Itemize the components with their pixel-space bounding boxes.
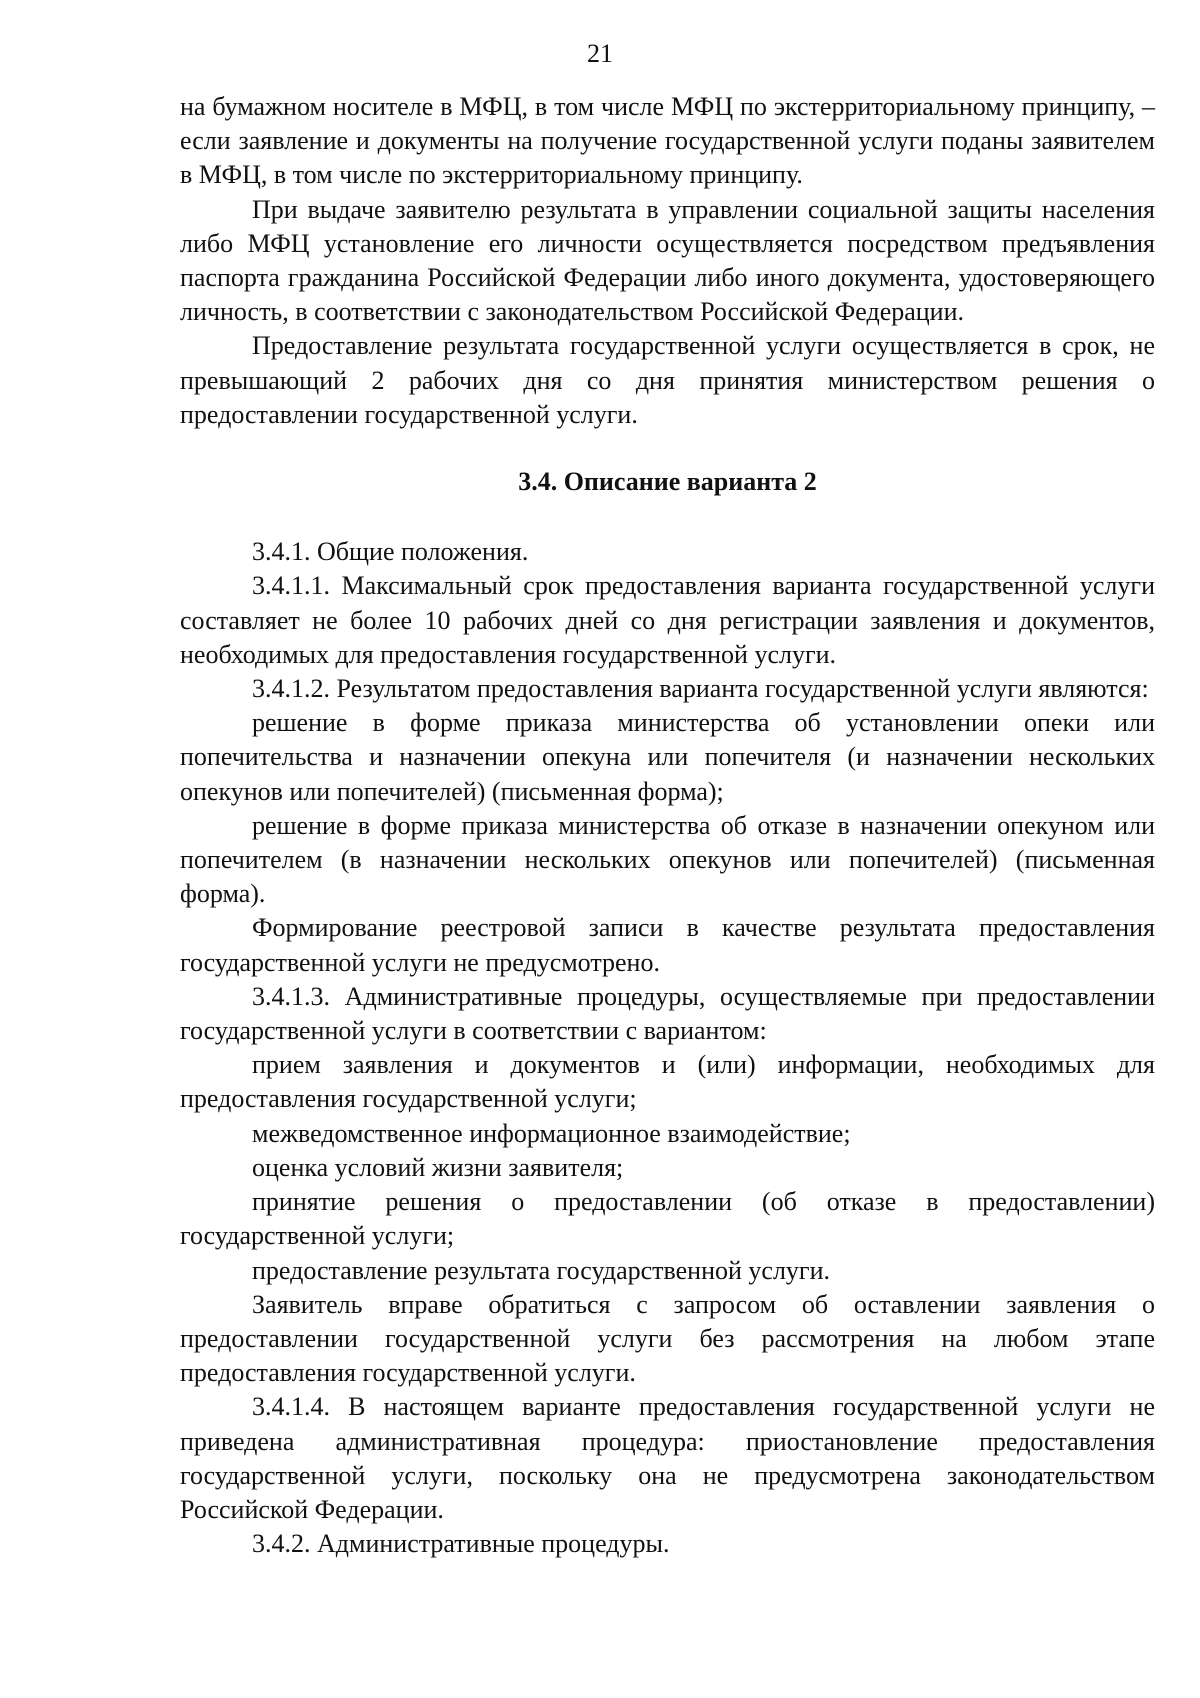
paragraph: на бумажном носителе в МФЦ, в том числе МФЦ по экстерриториальному принципу, – если заявление и документы на получение государственной услуги поданы заявителем в МФЦ, в том числе по экстерриториальному принципу. [180,92,1155,190]
paragraph: Предоставление результата государственной услуги осуществляется в срок, не превышающий 2 рабочих дня со дня принятия министерством решения о предоставлении государственной услуги. [180,331,1155,429]
paragraph: При выдаче заявителю результата в управлении социальной защиты населения либо МФЦ установление его личности осуществляется посредством предъявления паспорта гражданина Российской Федерации либо иного документа, удостоверяющего личность, в соответствии с законодательством Российской Федерации. [180,194,1155,327]
paragraph: решение в форме приказа министерства об установлении опеки или попечительства и назначении опекуна или попечителя (и назначении нескольких опекунов или попечителей) (письменная форма); [180,708,1155,806]
paragraph: межведомственное информационное взаимодействие; [252,1118,851,1148]
paragraph: Заявитель вправе обратиться с запросом об оставлении заявления о предоставлении государственной услуги без рассмотрения на любом этапе предоставления государственной услуги. [180,1289,1155,1388]
paragraph: прием заявления и документов и (или) информации, необходимых для предоставления государственной услуги; [180,1050,1155,1114]
paragraph: 3.4.1.1. Максимальный срок предоставления варианта государственной услуги составляет не более 10 рабочих дней со дня регистрации заявления и документов, необходимых для предоставления государственной услуги. [180,571,1155,669]
paragraph: Формирование реестровой записи в качестве результата предоставления государственной услуги не предусмотрено. [180,913,1155,977]
paragraph: принятие решения о предоставлении (об отказе в предоставлении) государственной услуги; [180,1187,1155,1251]
paragraph: 3.4.2. Административные процедуры. [252,1529,670,1559]
document-body [180,90,1155,1561]
paragraph: 3.4.1.2. Результатом предоставления варианта государственной услуги являются: [252,674,1149,704]
paragraph: 3.4.1. Общие положения. [252,537,529,567]
paragraph: решение в форме приказа министерства об отказе в назначении опекуном или попечителем (в назначении нескольких опекунов или попечителей) (письменная форма). [180,810,1155,909]
page-number: 21 [587,39,613,68]
paragraph: 3.4.1.4. В настоящем варианте предоставления государственной услуги не приведена административная процедура: приостановление предоставления государственной услуги, поскольку она не предусмотрена законодательством Российской Федерации. [180,1392,1155,1524]
section-heading: 3.4. Описание варианта 2 [518,467,817,497]
paragraph: 3.4.1.3. Административные процедуры, осуществляемые при предоставлении государственной услуги в соответствии с вариантом: [180,981,1155,1046]
paragraph: предоставление результата государственной услуги. [252,1255,831,1285]
paragraph: оценка условий жизни заявителя; [252,1152,624,1182]
